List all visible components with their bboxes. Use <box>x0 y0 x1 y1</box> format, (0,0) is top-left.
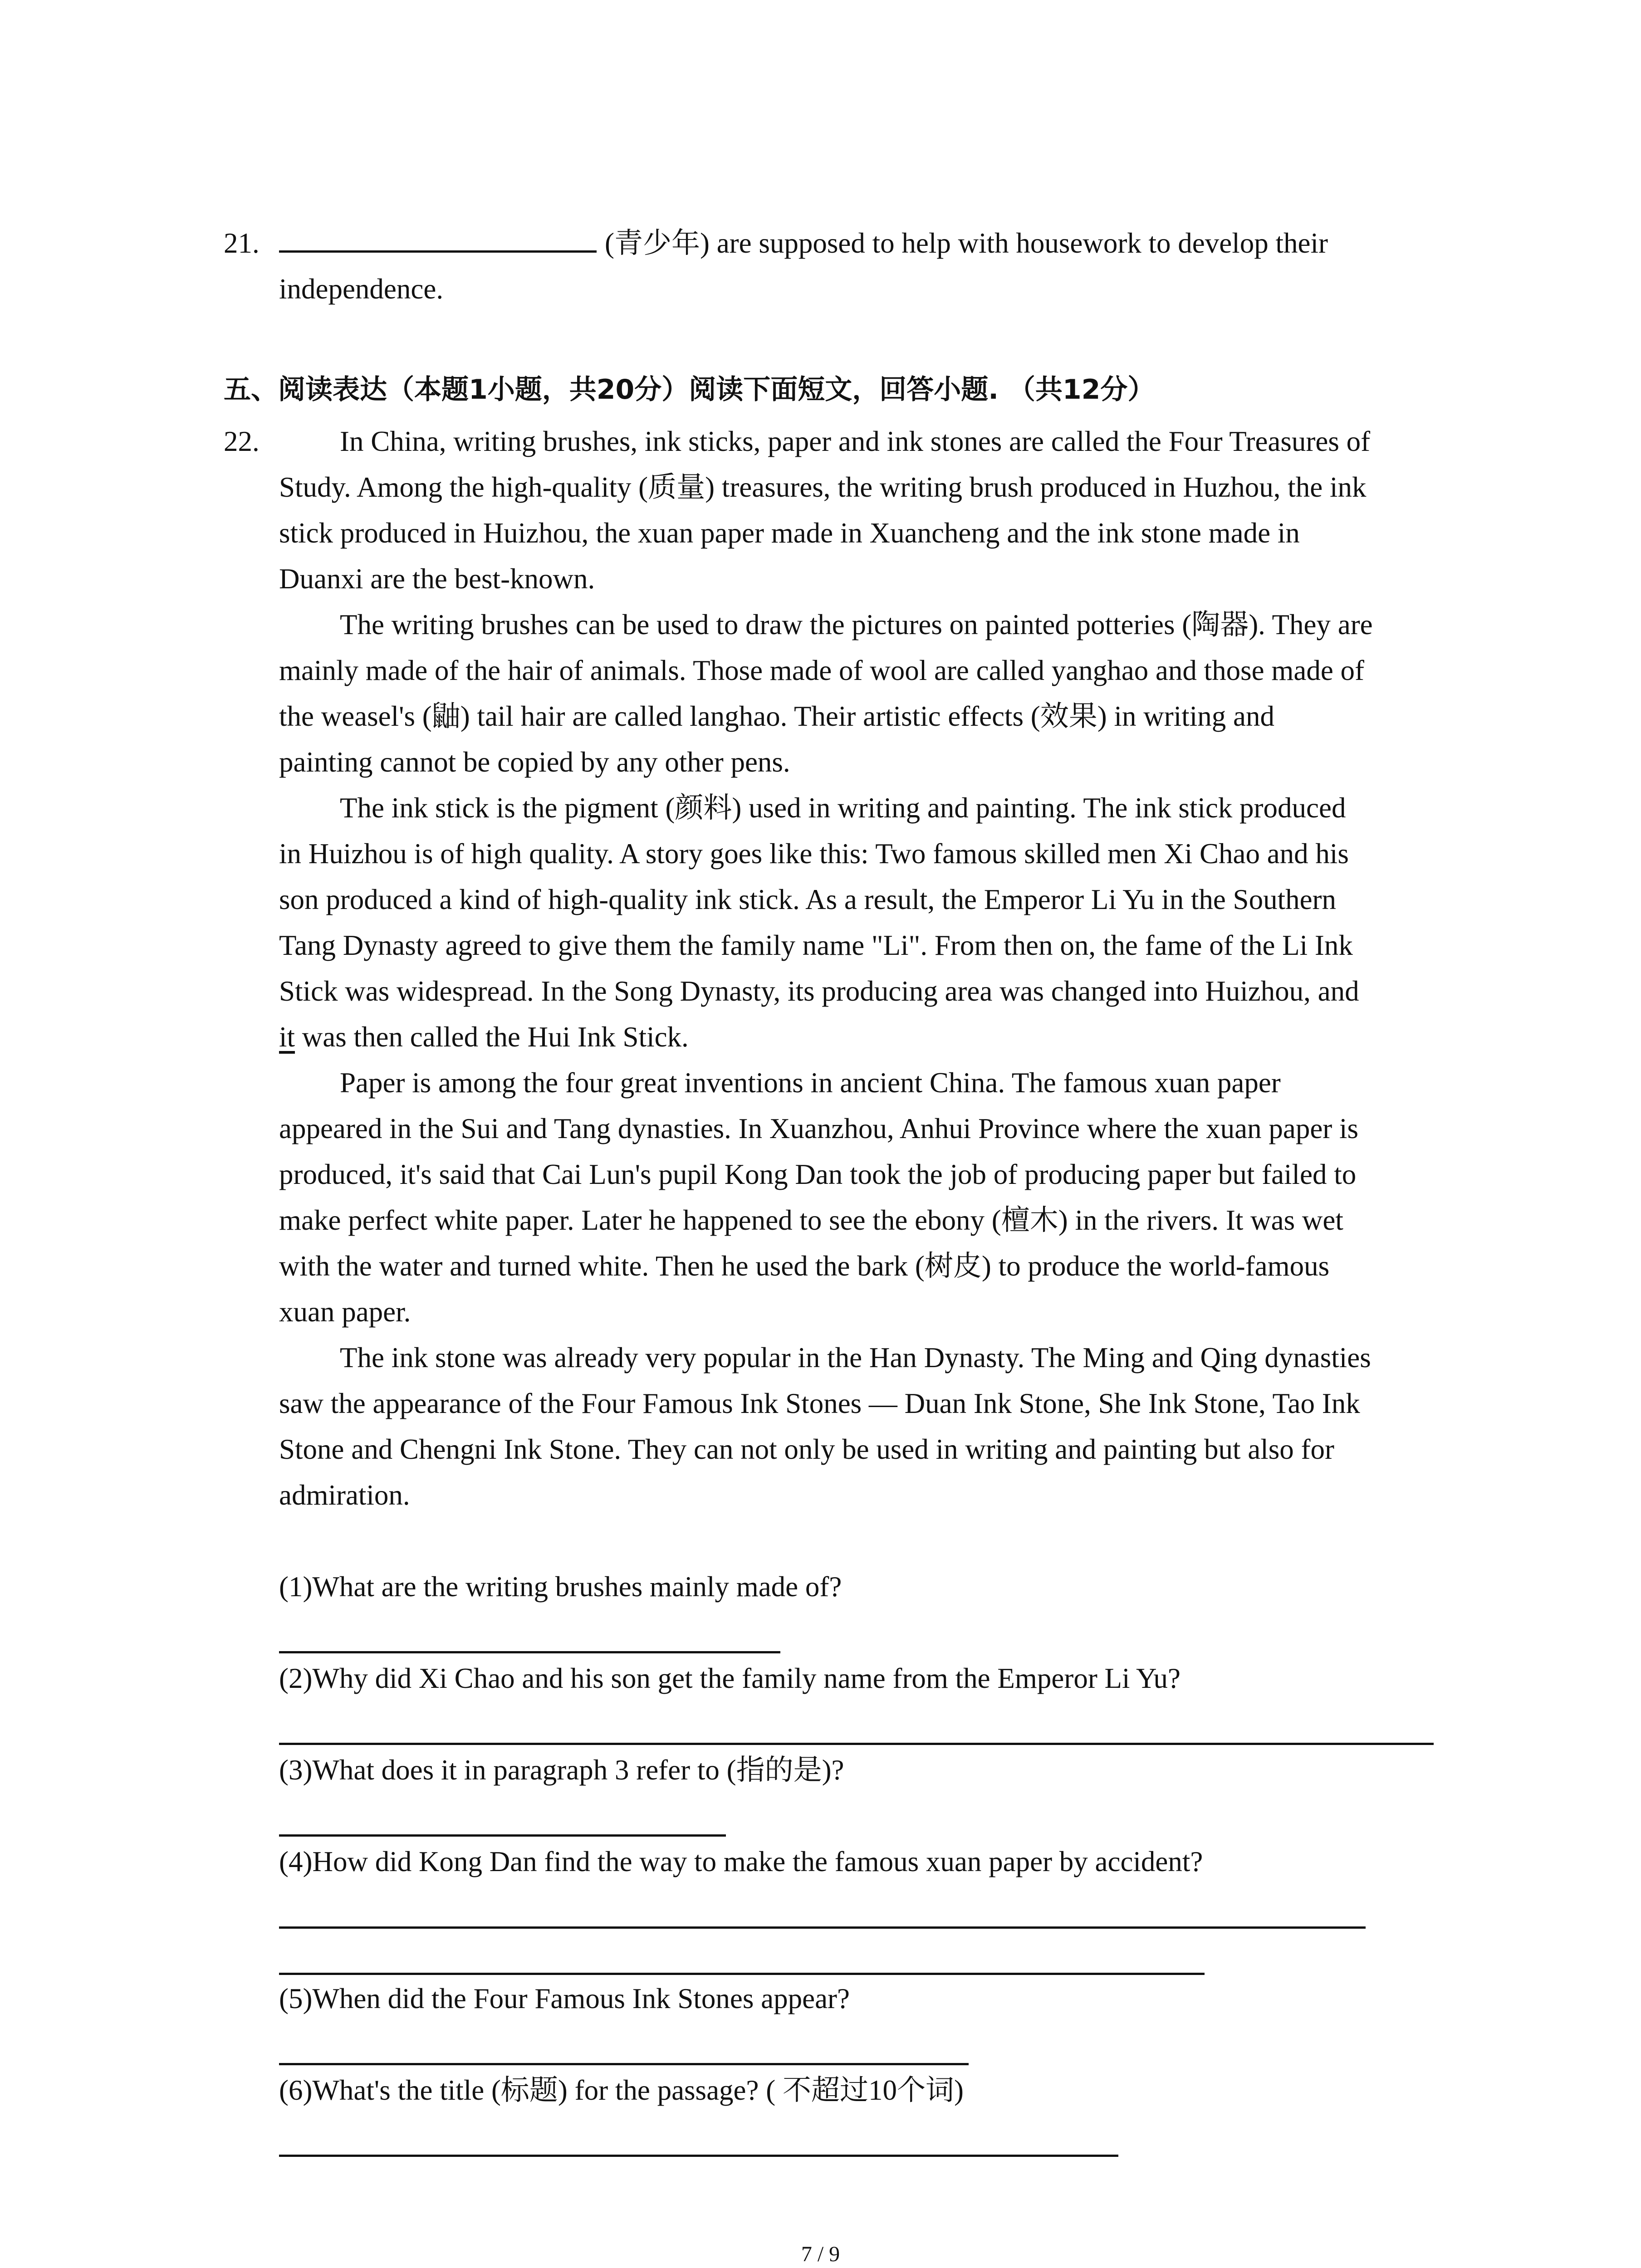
answer-line-4b[interactable] <box>279 1973 1205 1975</box>
passage-line: In China, writing brushes, ink sticks, paper and ink stones are called the Four Treasures of <box>340 425 1371 457</box>
passage-line: Duanxi are the best-known. <box>279 563 595 595</box>
passage-line: son produced a kind of high-quality ink stick. As a result, the Emperor Li Yu in the Southern <box>279 884 1337 915</box>
passage-line: saw the appearance of the Four Famous Ink Stones — Duan Ink Stone, She Ink Stone, Tao Ink <box>279 1388 1360 1419</box>
page-number: 7 / 9 <box>801 2242 840 2266</box>
passage-line: Tang Dynasty agreed to give them the family name "Li". From then on, the fame of the Li Ink <box>279 929 1353 961</box>
passage-line <box>279 1014 689 1060</box>
passage-line: Study. Among the high-quality (质量) treasures, the writing brush produced in Huzhou, the ink <box>279 471 1367 503</box>
passage-line: appeared in the Sui and Tang dynasties. In Xuanzhou, Anhui Province where the xuan paper is <box>279 1113 1359 1144</box>
answer-line-1[interactable] <box>279 1651 780 1653</box>
passage-line: mainly made of the hair of animals. Those made of wool are called yanghao and those made of <box>279 655 1365 686</box>
passage-line: The writing brushes can be used to draw the pictures on painted potteries (陶器). They are <box>340 609 1373 640</box>
answer-line-5[interactable] <box>279 2063 969 2065</box>
passage-line: with the water and turned white. Then he used the bark (树皮) to produce the world-famous <box>279 1250 1330 1282</box>
question-21-line-1 <box>279 220 1328 266</box>
passage-line: make perfect white paper. Later he happened to see the ebony (檀木) in the rivers. It was wet <box>279 1204 1343 1236</box>
answer-blank[interactable] <box>279 224 597 253</box>
sub-question-6: (6)What's the title (标题) for the passage? ( 不超过10个词) <box>279 2074 964 2106</box>
passage-line: Paper is among the four great inventions in ancient China. The famous xuan paper <box>340 1067 1281 1099</box>
passage-line: produced, it's said that Cai Lun's pupil Kong Dan took the job of producing paper but failed to <box>279 1158 1357 1190</box>
passage-line: painting cannot be copied by any other pens. <box>279 746 790 778</box>
question-21-hint: (青少年) <box>605 227 710 259</box>
passage-line: the weasel's (鼬) tail hair are called langhao. Their artistic effects (效果) in writing and <box>279 700 1274 732</box>
passage-line: The ink stick is the pigment (颜料) used in writing and painting. The ink stick produced <box>340 792 1346 824</box>
question-21-line-2: independence. <box>279 273 444 305</box>
sub-question-3: (3)What does it in paragraph 3 refer to (指的是)? <box>279 1754 844 1786</box>
question-21-number: 21. <box>224 227 260 259</box>
question-22-number: 22. <box>224 425 260 457</box>
sub-question-2: (2)Why did Xi Chao and his son get the family name from the Emperor Li Yu? <box>279 1662 1181 1694</box>
passage-line-rest: was then called the Hui Ink Stick. <box>295 1021 689 1053</box>
sub-question-1: (1)What are the writing brushes mainly made of? <box>279 1571 842 1603</box>
passage-line: xuan paper. <box>279 1296 411 1328</box>
passage-line: The ink stone was already very popular in the Han Dynasty. The Ming and Qing dynasties <box>340 1342 1371 1374</box>
passage-line: Stone and Chengni Ink Stone. They can not only be used in writing and painting but also for <box>279 1433 1334 1465</box>
underlined-word: it <box>279 1021 295 1053</box>
answer-line-6[interactable] <box>279 2155 1118 2157</box>
answer-line-3[interactable] <box>279 1834 726 1837</box>
passage-line: stick produced in Huizhou, the xuan paper made in Xuancheng and the ink stone made in <box>279 517 1300 549</box>
passage-line: Stick was widespread. In the Song Dynasty, its producing area was changed into Huizhou, and <box>279 975 1359 1007</box>
section-heading: 五、阅读表达（本题1小题，共20分）阅读下面短文，回答小题. （共12分） <box>224 374 1155 406</box>
passage-line: admiration. <box>279 1479 410 1511</box>
answer-line-4a[interactable] <box>279 1926 1366 1929</box>
sub-question-5: (5)When did the Four Famous Ink Stones appear? <box>279 1983 850 2014</box>
sub-question-4: (4)How did Kong Dan find the way to make the famous xuan paper by accident? <box>279 1846 1203 1877</box>
question-21-text: are supposed to help with housework to develop their <box>716 227 1328 259</box>
answer-line-2[interactable] <box>279 1743 1434 1745</box>
passage-line: in Huizhou is of high quality. A story goes like this: Two famous skilled men Xi Chao and his <box>279 838 1349 870</box>
